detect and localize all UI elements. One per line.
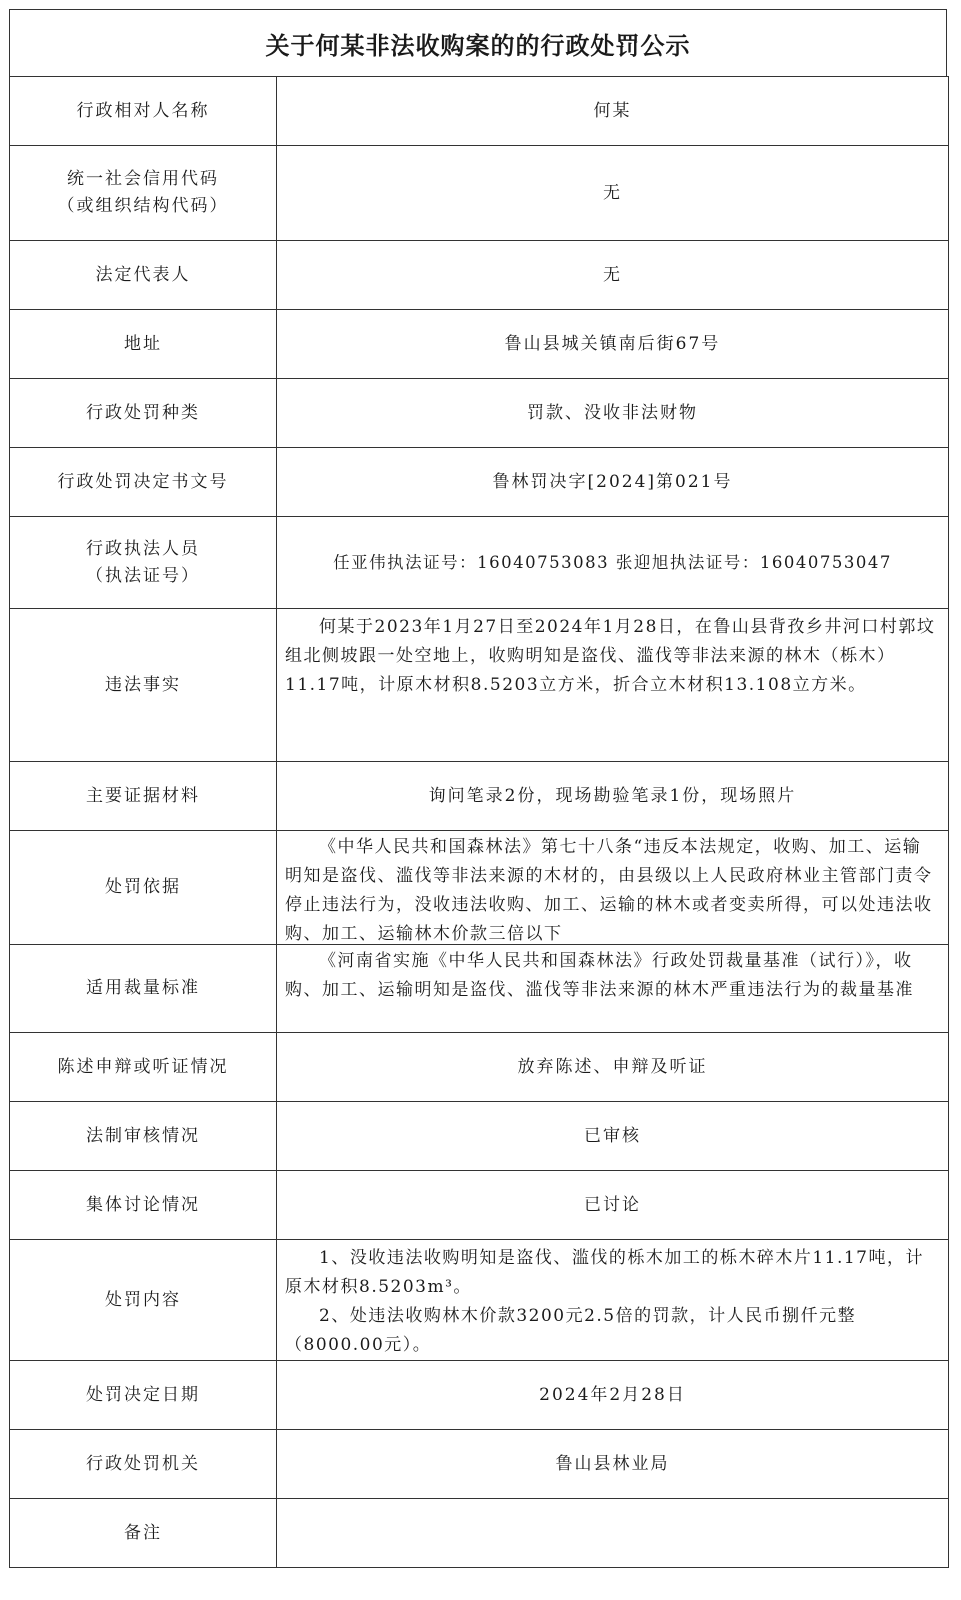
label-line: 行政执法人员 — [86, 538, 200, 559]
row-value: 已讨论 — [277, 1171, 949, 1240]
table-row — [10, 77, 949, 146]
row-value: 放弃陈述、申辩及听证 — [277, 1033, 949, 1102]
row-value — [277, 1499, 949, 1568]
table-row — [10, 945, 949, 1033]
row-label: 适用裁量标准 — [10, 945, 277, 1033]
row-value: 鲁山县城关镇南后街67号 — [277, 310, 949, 379]
title-row — [9, 9, 947, 76]
row-value: 询问笔录2份，现场勘验笔录1份，现场照片 — [277, 762, 949, 831]
row-value: 何某 — [277, 77, 949, 146]
table-row — [10, 1102, 949, 1171]
row-label: 主要证据材料 — [10, 762, 277, 831]
row-label: 行政相对人名称 — [10, 77, 277, 146]
row-label: 处罚内容 — [10, 1240, 277, 1361]
row-label — [10, 517, 277, 609]
table-row — [10, 1033, 949, 1102]
table-row — [10, 831, 949, 945]
row-value: 任亚伟执法证号：16040753083 张迎旭执法证号：16040753047 — [277, 517, 949, 609]
table-row — [10, 1499, 949, 1568]
row-value — [277, 945, 949, 1033]
table-row — [10, 310, 949, 379]
row-value: 无 — [277, 146, 949, 241]
table-row — [10, 1361, 949, 1430]
row-label: 违法事实 — [10, 609, 277, 762]
paragraph: 何某于2023年1月27日至2024年1月28日，在鲁山县背孜乡井河口村郭坟组北侧坡跟一处空地上，收购明知是盗伐、滥伐等非法来源的林木（栎木）11.17吨，计原木材积8.5203立方米，折合立木材积13.108立方米。 — [285, 617, 936, 695]
row-value — [277, 831, 949, 945]
row-value: 罚款、没收非法财物 — [277, 379, 949, 448]
table-row — [10, 241, 949, 310]
row-value: 无 — [277, 241, 949, 310]
row-label: 行政处罚决定书文号 — [10, 448, 277, 517]
row-value: 鲁林罚决字[2024]第021号 — [277, 448, 949, 517]
row-value: 已审核 — [277, 1102, 949, 1171]
table-row — [10, 517, 949, 609]
table-row — [10, 1240, 949, 1361]
table-row — [10, 609, 949, 762]
table-row — [10, 1171, 949, 1240]
row-value — [277, 609, 949, 762]
row-label: 处罚决定日期 — [10, 1361, 277, 1430]
paragraph: 《河南省实施《中华人民共和国森林法》行政处罚裁量基准（试行）》，收购、加工、运输明知是盗伐、滥伐等非法来源的林木严重违法行为的裁量基准 — [285, 951, 914, 1000]
table-row — [10, 379, 949, 448]
row-label: 处罚依据 — [10, 831, 277, 945]
penalty-table — [9, 76, 949, 1568]
row-label: 法定代表人 — [10, 241, 277, 310]
row-value — [277, 1240, 949, 1361]
table-row — [10, 1430, 949, 1499]
row-label: 地址 — [10, 310, 277, 379]
row-label: 行政处罚种类 — [10, 379, 277, 448]
table-row — [10, 146, 949, 241]
label-line: （或组织结构代码） — [57, 196, 229, 216]
row-label: 法制审核情况 — [10, 1102, 277, 1171]
row-value: 2024年2月28日 — [277, 1361, 949, 1430]
row-label: 陈述申辩或听证情况 — [10, 1033, 277, 1102]
notice-document — [9, 9, 947, 1568]
row-label: 行政处罚机关 — [10, 1430, 277, 1499]
label-line: （执法证号） — [86, 565, 200, 586]
table-row — [10, 448, 949, 517]
table-row — [10, 762, 949, 831]
row-label: 备注 — [10, 1499, 277, 1568]
paragraph: 2、处违法收购林木价款3200元2.5倍的罚款，计人民币捌仟元整（8000.00元）。 — [285, 1306, 857, 1355]
row-value: 鲁山县林业局 — [277, 1430, 949, 1499]
paragraph: 《中华人民共和国森林法》第七十八条“违反本法规定，收购、加工、运输明知是盗伐、滥伐等非法来源的木材的，由县级以上人民政府林业主管部门责令停止违法行为，没收违法收购、加工、运输的林木或者变卖所得，可以处违法收购、加工、运输林木价款三倍以下 — [285, 837, 933, 943]
label-line: 统一社会信用代码 — [67, 169, 219, 189]
row-label: 集体讨论情况 — [10, 1171, 277, 1240]
page-title: 关于何某非法收购案的的行政处罚公示 — [265, 30, 691, 60]
paragraph: 1、没收违法收购明知是盗伐、滥伐的栎木加工的栎木碎木片11.17吨，计原木材积8.5203m³。 — [285, 1248, 924, 1297]
row-label — [10, 146, 277, 241]
